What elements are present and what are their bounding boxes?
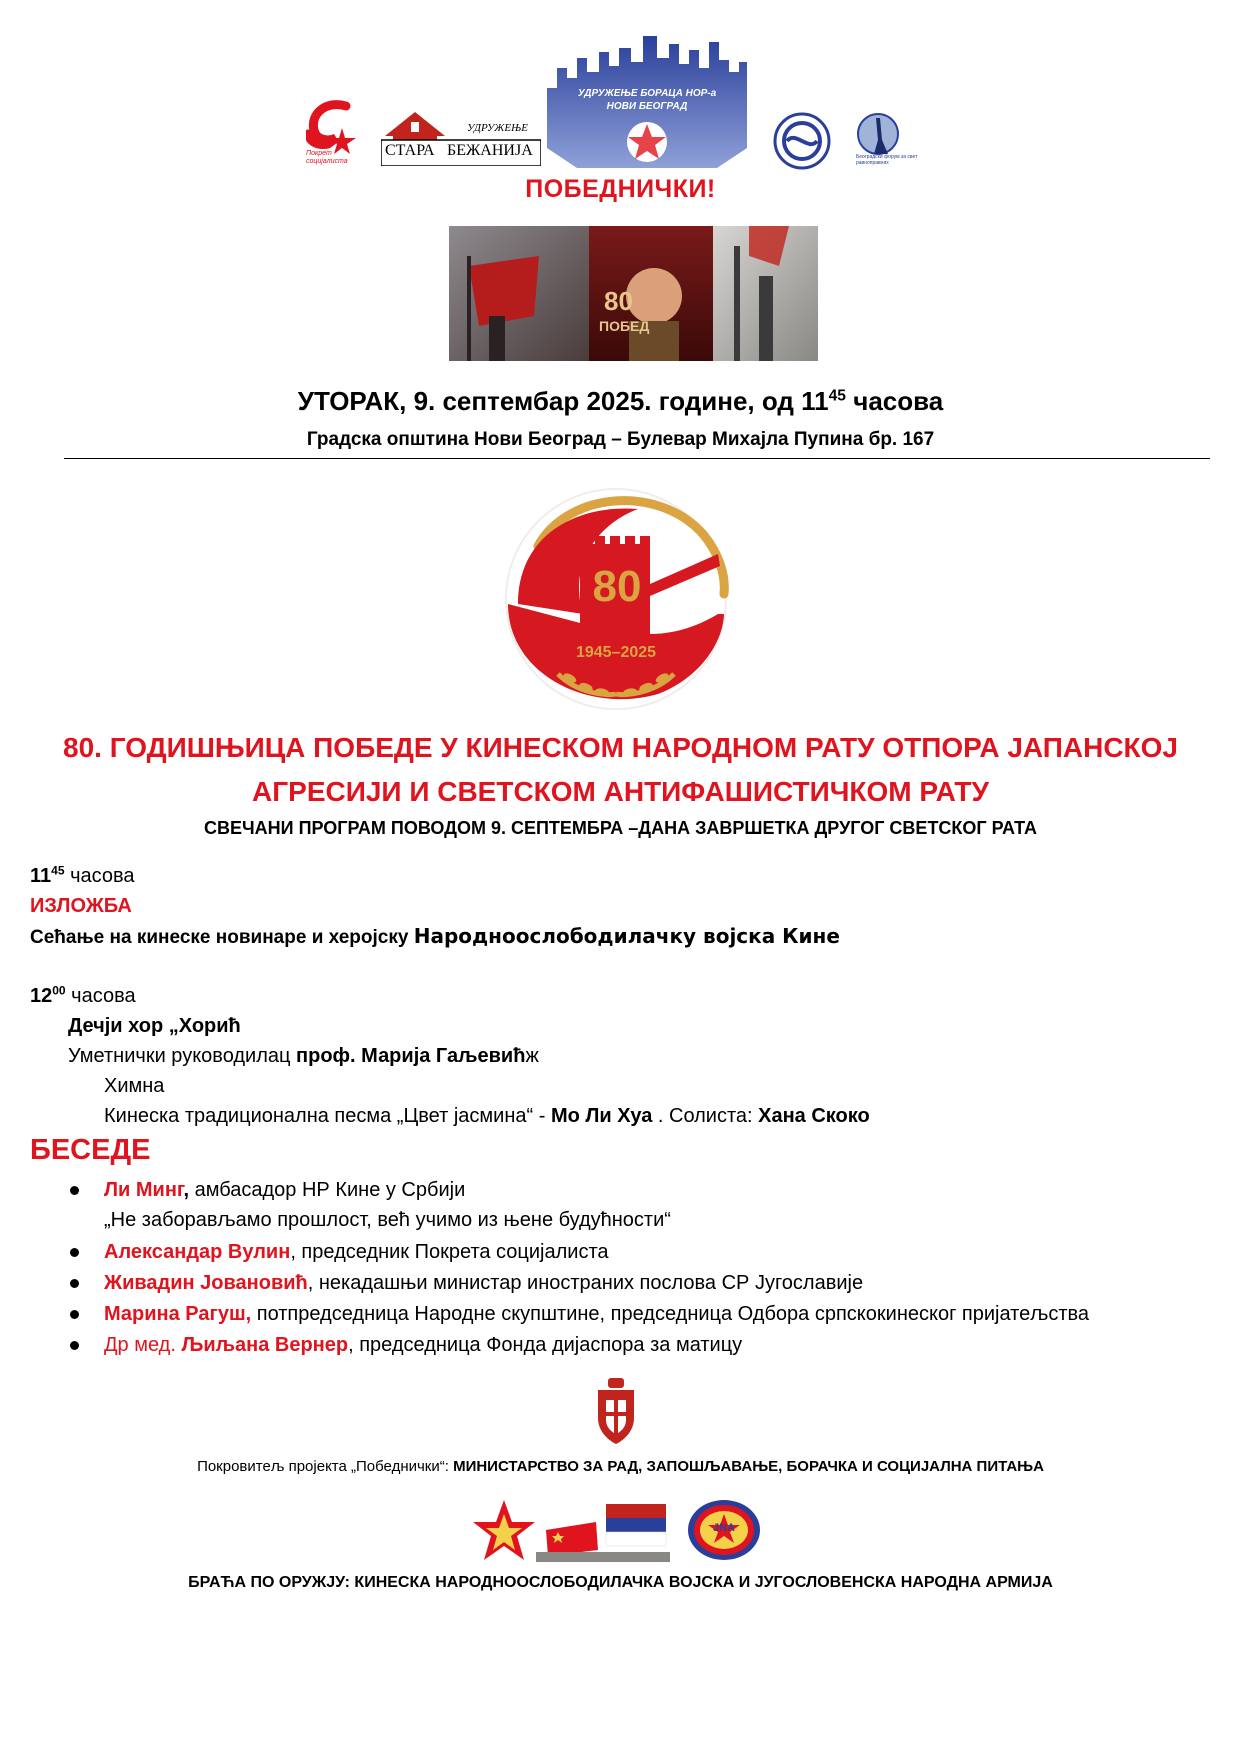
globe-emblem-icon <box>773 112 831 170</box>
emblem-years: 1945–2025 <box>575 644 657 661</box>
patron-line <box>0 1458 1241 1475</box>
speaker-name-2: Александар Вулин <box>104 1241 291 1263</box>
speaker-role-3: , некадашњи министар иностраних послова СР Југославије <box>307 1272 864 1294</box>
exhibition-desc-part1: Сећање на кинеске новинаре и херојску <box>30 927 414 948</box>
coat-of-arms-icon <box>594 1378 638 1450</box>
patron-name: МИНИСТАРСТВО ЗА РАД, ЗАПОШЉАВАЊЕ, БОРАЧКА И СОЦИЈАЛНА ПИТАЊА <box>453 1458 1044 1475</box>
socialists-logo <box>306 98 366 164</box>
stara-bezanija-right-text: БЕЖАНИЈА <box>447 142 533 159</box>
round-blue-logo <box>773 112 831 170</box>
veterans-line1: УДРУЖЕЊЕ БОРАЦА НОР-а <box>577 88 717 99</box>
emblem-number: 80 <box>592 562 642 611</box>
time1-label: часова <box>70 865 135 887</box>
speaker-sep-1: , <box>183 1179 190 1201</box>
veterans-line2: НОВИ БЕОГРАД <box>606 101 688 112</box>
time2-hour: 12 <box>30 985 53 1007</box>
bullet-1 <box>70 1186 79 1195</box>
jna-text: JNA <box>712 1522 735 1534</box>
song-anthem: Химна <box>104 1075 165 1097</box>
belgrade-forum-logo <box>856 110 922 172</box>
director-suffix: ж <box>525 1045 539 1067</box>
speaker-name-4: Марина Рагуш, <box>104 1303 252 1325</box>
speaker-role-4: потпредседница Народне скупштине, председница Одбора српскокинеског пријатељства <box>251 1303 1090 1325</box>
speech-item-5 <box>104 1333 742 1357</box>
speaker-name-3: Живадин Јовановић <box>104 1272 308 1294</box>
slogan: ПОБЕДНИЧКИ! <box>525 175 716 203</box>
victory-banner <box>449 226 818 361</box>
choir: Дечји хор „Хорић <box>68 1015 241 1037</box>
speech-quote: „Не заборављамо прошлост, већ учимо из њене будућности“ <box>104 1209 671 1231</box>
date-line-suffix: часова <box>853 386 944 416</box>
speaker-prefix-5: Др мед. <box>104 1334 182 1356</box>
banner-pobeda-text: ПОБЕД <box>599 318 650 334</box>
stara-bezanija-top-text: УДРУЖЕЊЕ <box>467 122 528 134</box>
speech-item-3 <box>104 1271 863 1295</box>
exhibition-desc <box>30 924 840 950</box>
speech-item-1 <box>104 1178 465 1202</box>
title-line2: АГРЕСИЈИ И СВЕТСКОМ АНТИФАШИСТИЧКОМ РАТУ <box>252 776 989 807</box>
bullet-4 <box>70 1310 79 1319</box>
song2-part1: Кинеска традиционална песма „Цвет јасмина“ - <box>104 1105 551 1127</box>
speaker-role-1: амбасадор НР Кине у Србији <box>189 1179 466 1201</box>
speaker-name-5: Љиљана Вернер <box>181 1334 349 1356</box>
time-1200 <box>30 984 136 1008</box>
serbia-coat-of-arms <box>594 1378 638 1450</box>
banner-photo-collage <box>449 226 818 361</box>
bullet-3 <box>70 1279 79 1288</box>
red-star-icon <box>472 1498 536 1562</box>
title-line1: 80. ГОДИШЊИЦА ПОБЕДЕ У КИНЕСКОМ НАРОДНОМ РАТУ ОТПОРА ЈАПАНСКОЈ <box>63 732 1178 763</box>
patron-label: Покровитељ пројекта „Победнички“: <box>197 1458 454 1475</box>
flags-photo <box>536 1500 670 1562</box>
flags-image <box>536 1500 670 1562</box>
date-line-sup: 45 <box>828 387 846 405</box>
director-name: проф. Марија Гаљевић <box>296 1045 526 1067</box>
socialists-logo-text: Покрет социјалиста <box>306 150 348 165</box>
song2-name: Мо Ли Хуа <box>550 1105 653 1127</box>
time1-hour: 11 <box>30 865 52 887</box>
brothers-in-arms: БРАЋА ПО ОРУЖЈУ: КИНЕСКА НАРОДНООСЛОБОДИЛАЧКА ВОЈСКА И ЈУГОСЛОВЕНСКА НАРОДНА АРМИЈА <box>188 1574 1053 1591</box>
stara-bezanija-left-text: СТАРА <box>385 142 435 159</box>
speech-item-4 <box>104 1302 1089 1326</box>
anniversary-emblem <box>488 474 744 714</box>
speeches-heading: БЕСЕДЕ <box>30 1134 151 1166</box>
bullet-5 <box>70 1341 79 1350</box>
speaker-role-2: , председник Покрета социјалиста <box>290 1241 609 1263</box>
bullet-2 <box>70 1248 79 1257</box>
time1-min: 45 <box>51 863 65 878</box>
forum-text: Београдски форум за свет равноправних <box>856 154 918 166</box>
jna-logo <box>686 1498 762 1562</box>
time2-min: 00 <box>52 983 66 998</box>
date-line-prefix: УТОРАК, 9. септембар 2025. године, од 11 <box>297 386 829 416</box>
location: Градска општина Нови Београд – Булевар Михајла Пупина бр. 167 <box>306 429 935 450</box>
speaker-name-1: Ли Минг <box>104 1179 184 1201</box>
veterans-logo <box>547 28 747 168</box>
pla-star-logo <box>472 1498 536 1562</box>
stara-bezanija-logo <box>381 108 541 166</box>
speaker-role-5: , председница Фонда дијаспора за матицу <box>348 1334 743 1356</box>
header-divider <box>64 458 1210 459</box>
banner-80-text: 80 <box>604 286 633 316</box>
song-jasmine <box>104 1104 870 1128</box>
time2-label: часова <box>71 985 136 1007</box>
director <box>68 1044 539 1068</box>
exhibition-desc-part2: Народноослободилачку војска Кине <box>413 924 840 948</box>
date-line <box>0 384 1241 418</box>
speech-item-2 <box>104 1240 609 1264</box>
soloist-name: Хана Скоко <box>758 1105 870 1127</box>
title-subtitle: СВЕЧАНИ ПРОГРАМ ПОВОДОМ 9. СЕПТЕМБРА –ДАНА ЗАВРШЕТКА ДРУГОГ СВЕТСКОГ РАТА <box>203 818 1038 838</box>
exhibition-title: ИЗЛОЖБА <box>30 895 132 917</box>
director-label: Уметнички руководилац <box>68 1045 297 1067</box>
time-1145 <box>30 864 135 888</box>
song2-part2: . Солиста: <box>652 1105 759 1127</box>
